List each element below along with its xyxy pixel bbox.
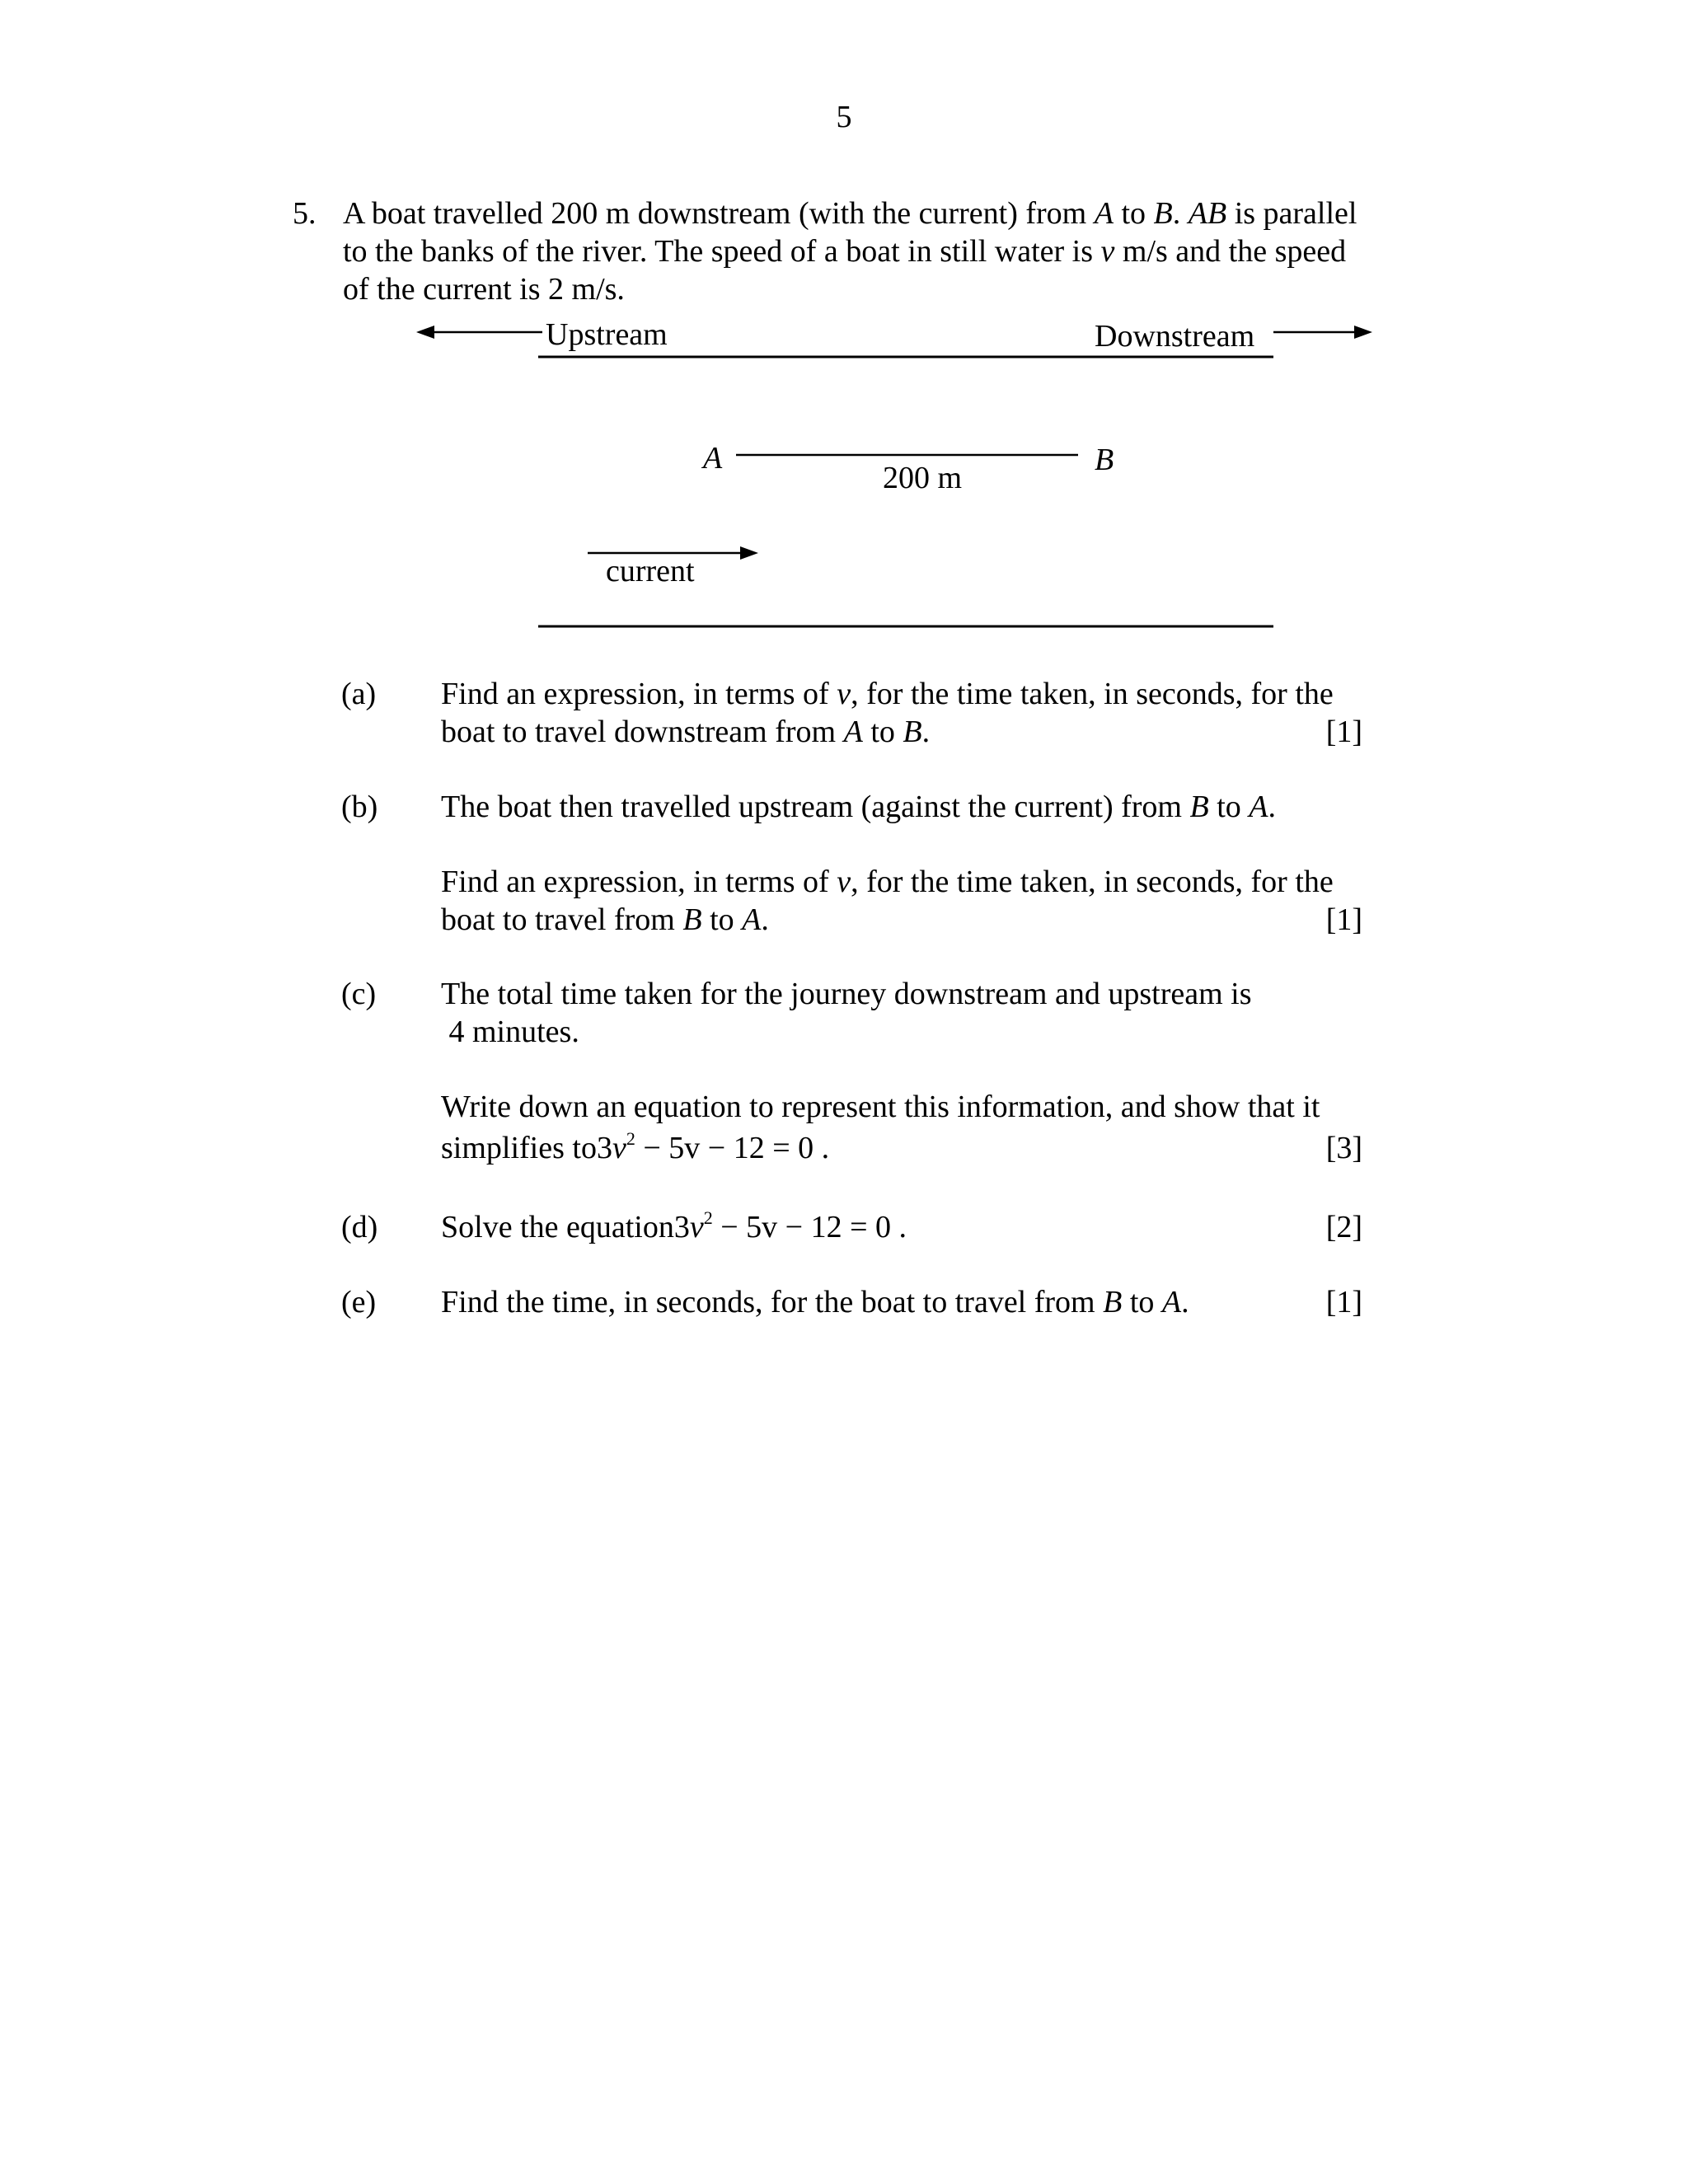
part-d-line-1: Solve the $equation3v^2 - 5v - 12 = 0$ .	[441, 1207, 907, 1244]
question-number: 5.	[293, 196, 316, 231]
part-b-marks: [1]	[1325, 902, 1362, 937]
intro-line-1: A boat travelled 200 m downstream (with the current) from A to B. AB is parallel	[343, 196, 1357, 231]
part-e-label: (e)	[341, 1285, 377, 1319]
part-e-marks: [1]	[1325, 1285, 1362, 1319]
part-c-marks: [3]	[1325, 1131, 1362, 1165]
part-b-line-3: boat to travel from B to A.	[441, 902, 769, 937]
part-a-line-1: Find an expression, in terms of v, for the time taken, in seconds, for the	[441, 677, 1334, 711]
downstream-label: Downstream	[1095, 319, 1255, 354]
part-d-marks: [2]	[1325, 1210, 1362, 1244]
part-a-label: (a)	[341, 677, 377, 711]
point-a-label: A	[703, 441, 723, 476]
upstream-label: Upstream	[546, 317, 668, 352]
downstream-arrowhead	[1354, 326, 1372, 339]
intro-line-2: to the banks of the river. The speed of a boat in still water is v m/s and the speed	[343, 234, 1347, 269]
intro-line-3: of the current is 2 m/s.	[343, 272, 625, 307]
part-d-equation: $3v^2 - 5v - 12 = 0$ .	[673, 1207, 907, 1244]
upstream-arrowhead	[416, 326, 434, 339]
part-a-line-2: boat to travel downstream from A to B.	[441, 715, 931, 749]
part-c-line-4: simplifies $to3v^2 - 5v - 12 = 0$ .	[441, 1128, 830, 1165]
part-c-label: (c)	[341, 977, 377, 1011]
part-c-line-1: The total time taken for the journey downstream and upstream is	[441, 977, 1252, 1011]
part-b-line-2: Find an expression, in terms of v, for the time taken, in seconds, for the	[441, 865, 1334, 899]
part-b-line-1: The boat then travelled upstream (against the current) from B to A.	[441, 790, 1276, 824]
part-c-line-2: 4 minutes.	[441, 1015, 579, 1049]
point-b-label: B	[1095, 443, 1114, 477]
part-d-label: (d)	[341, 1210, 378, 1244]
part-c-equation: $3v^2 - 5v - 12 = 0$ .	[596, 1128, 830, 1165]
current-arrowhead	[740, 546, 758, 560]
page-number: 5	[836, 100, 852, 134]
part-a-marks: [1]	[1325, 715, 1362, 749]
part-c-line-3: Write down an equation to represent this information, and show that it	[441, 1090, 1320, 1124]
part-b-label: (b)	[341, 790, 378, 824]
distance-label: 200 m	[883, 461, 963, 495]
part-e-line-1: Find the time, in seconds, for the boat to travel from B to A.	[441, 1285, 1189, 1319]
current-label: current	[606, 554, 695, 588]
